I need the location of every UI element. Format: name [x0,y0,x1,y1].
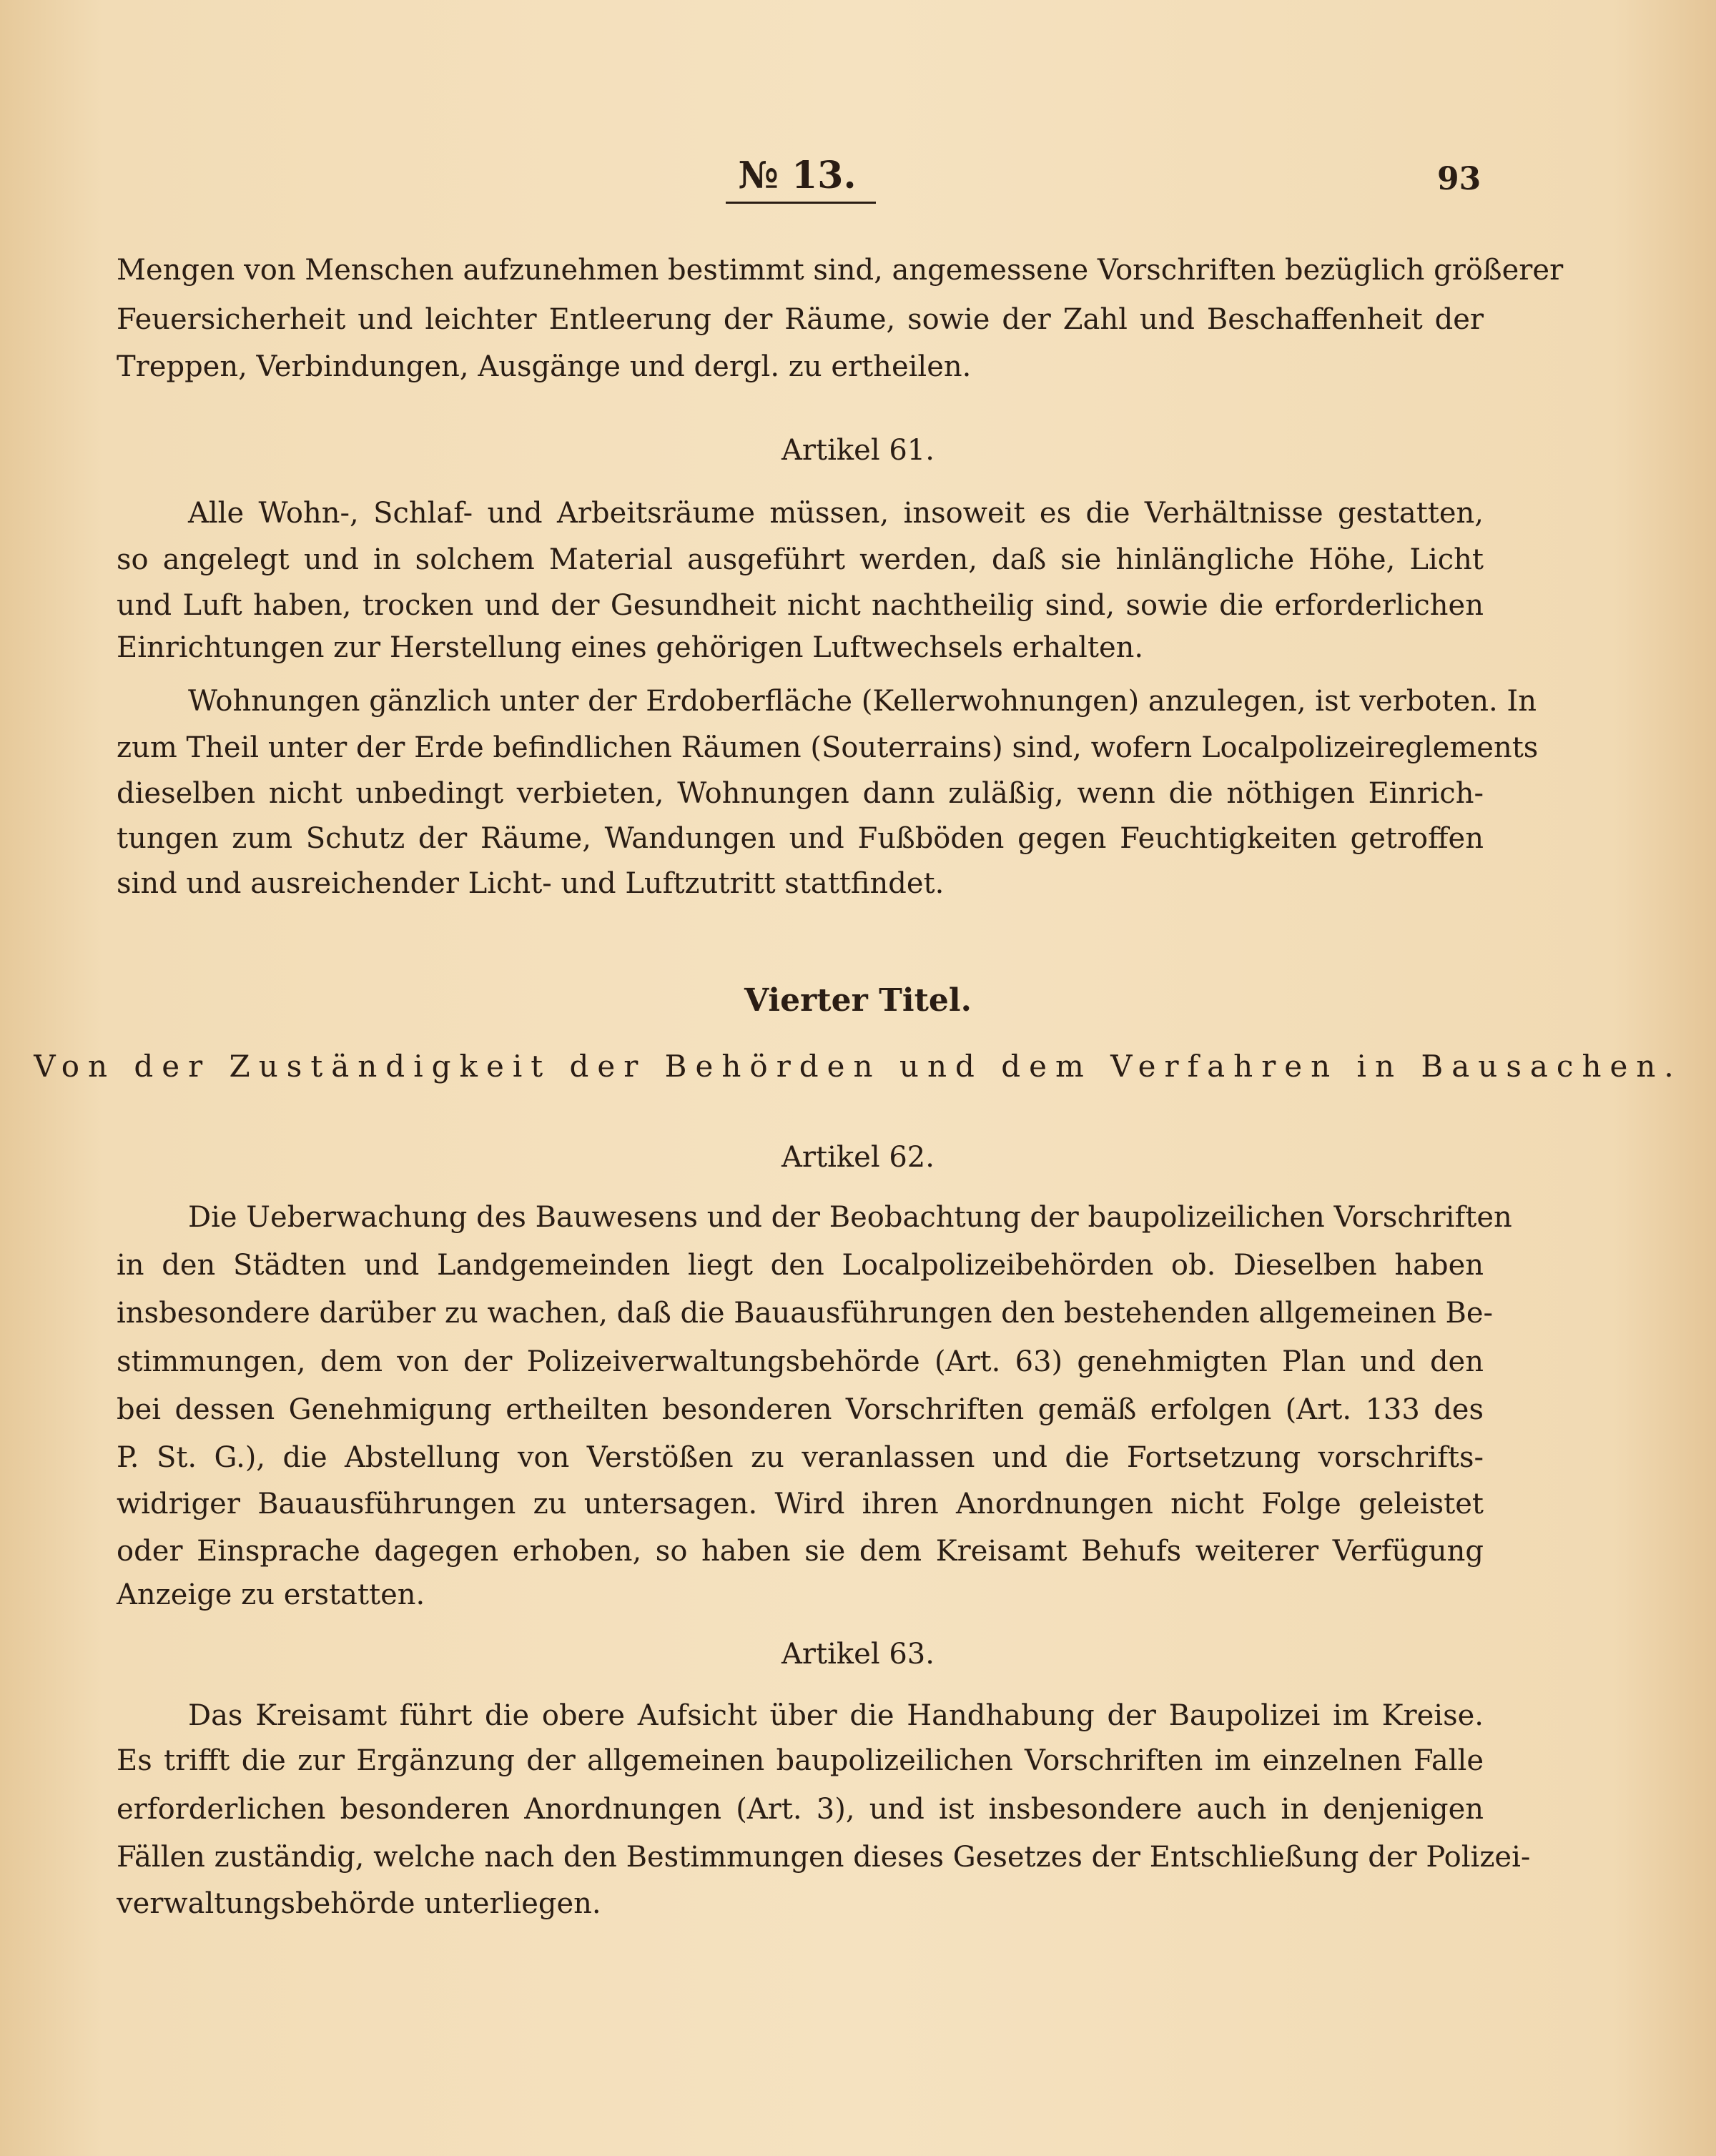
issue-number: № 13. [738,154,857,197]
article-61-heading: Artikel 61. [781,433,935,467]
article-61-paragraph-line: Wohnungen gänzlich unter der Erdoberfläche (Kellerwohnungen) anzulegen, ist verboten. In [188,685,1537,718]
article-63-paragraph-line: verwaltungsbehörde unterliegen. [117,1887,601,1921]
article-61-paragraph-line: sind und ausreichender Licht- und Luftzutritt stattfindet. [117,867,945,901]
article-62-heading: Artikel 62. [781,1140,935,1174]
article-63-paragraph-line: Fällen zuständig, welche nach den Bestimmungen dieses Gesetzes der Entschließung der Polizei- [117,1840,1531,1874]
header-rule [726,202,876,204]
article-62-paragraph-line: stimmungen, dem von der Polizeiverwaltungsbehörde (Art. 63) genehmigten Plan und den [117,1345,1484,1378]
article-61-paragraph-line: und Luft haben, trocken und der Gesundheit nicht nachtheilig sind, sowie die erforderlichen [117,588,1484,622]
article-62-paragraph-line: P. St. G.), die Abstellung von Verstößen zu veranlassen und die Fortsetzung vorschrifts- [117,1441,1484,1475]
article-63-paragraph-line: Das Kreisamt führt die obere Aufsicht über die Handhabung der Baupolizei im Kreise. [188,1699,1484,1732]
article-61-paragraph-line: Einrichtungen zur Herstellung eines gehörigen Luftwechsels erhalten. [117,631,1144,665]
article-62-paragraph-line: in den Städten und Landgemeinden liegt den Localpolizeibehörden ob. Dieselben haben [117,1249,1484,1282]
article-63-heading: Artikel 63. [781,1637,935,1671]
continued-paragraph-line: Mengen von Menschen aufzunehmen bestimmt sind, angemessene Vorschriften bezüglich größerer [117,254,1564,287]
continued-paragraph-line: Feuersicherheit und leichter Entleerung der Räume, sowie der Zahl und Beschaffenheit der [117,303,1484,337]
continued-paragraph-line: Treppen, Verbindungen, Ausgänge und dergl. zu ertheilen. [117,350,972,383]
article-62-paragraph-line: Die Ueberwachung des Bauwesens und der Beobachtung der baupolizeilichen Vorschriften [188,1201,1512,1235]
article-63-paragraph-line: erforderlichen besonderen Anordnungen (Art. 3), und ist insbesondere auch in denjenigen [117,1792,1484,1826]
article-61-paragraph-line: Alle Wohn-, Schlaf- und Arbeitsräume müssen, insoweit es die Verhältnisse gestatten, [188,497,1484,530]
article-61-paragraph-line: so angelegt und in solchem Material ausgeführt werden, daß sie hinlängliche Höhe, Licht [117,543,1484,577]
article-62-paragraph-line: insbesondere darüber zu wachen, daß die Bauausführungen den bestehenden allgemeinen Be- [117,1297,1494,1330]
article-63-paragraph-line: Es trifft die zur Ergänzung der allgemeinen baupolizeilichen Vorschriften im einzelnen Falle [117,1744,1484,1778]
article-61-paragraph-line: dieselben nicht unbedingt verbieten, Wohnungen dann zuläßig, wenn die nöthigen Einrich- [117,776,1484,810]
article-61-paragraph-line: zum Theil unter der Erde befindlichen Räumen (Souterrains) sind, wofern Localpolizeireglements [117,731,1539,765]
article-62-paragraph-line: oder Einsprache dagegen erhoben, so haben sie dem Kreisamt Behufs weiterer Verfügung [117,1534,1484,1568]
title-heading: Vierter Titel. [744,981,972,1019]
article-62-paragraph-line: widriger Bauausführungen zu untersagen. Wird ihren Anordnungen nicht Folge geleistet [117,1488,1484,1521]
article-62-paragraph-line: bei dessen Genehmigung ertheilten besonderen Vorschriften gemäß erfolgen (Art. 133 des [117,1393,1484,1426]
page-number: 93 [1437,161,1481,197]
title-subtitle: Von der Zuständigkeit der Behörden und dem Verfahren in Bausachen. [34,1048,1682,1084]
article-62-paragraph-line: Anzeige zu erstatten. [117,1578,425,1612]
article-61-paragraph-line: tungen zum Schutz der Räume, Wandungen und Fußböden gegen Feuchtigkeiten getroffen [117,822,1484,856]
